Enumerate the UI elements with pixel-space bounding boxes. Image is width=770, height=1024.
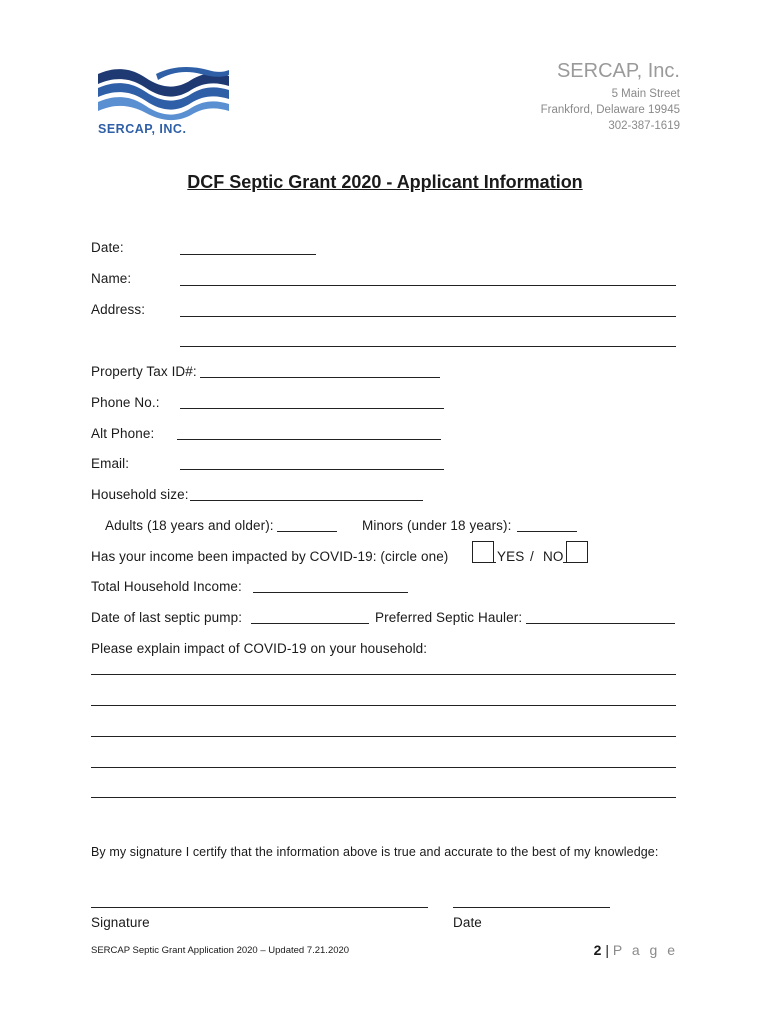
explain-line-1[interactable] (91, 674, 676, 675)
phone-field[interactable] (180, 408, 444, 409)
email-field[interactable] (180, 469, 444, 470)
page-indicator (594, 942, 678, 958)
wave-logo-icon (96, 66, 231, 121)
name-label: Name: (91, 271, 132, 286)
address-field-line-2[interactable] (180, 346, 676, 347)
org-phone: 302-387-1619 (608, 120, 680, 132)
signature-field[interactable] (91, 907, 428, 908)
address-label: Address: (91, 302, 146, 317)
household-size-field[interactable] (190, 500, 423, 501)
yes-label: YES (497, 549, 525, 564)
adults-label: Adults (18 years and older): (105, 518, 274, 533)
last-pump-field[interactable] (251, 623, 369, 624)
hauler-field[interactable] (526, 623, 675, 624)
org-name: SERCAP, Inc. (556, 60, 680, 82)
minors-field[interactable] (517, 531, 577, 532)
page-word: P a g e (612, 942, 678, 958)
household-size-label: Household size: (91, 487, 189, 502)
adults-field[interactable] (277, 531, 337, 532)
signature-label: Signature (91, 915, 150, 930)
page-number: 2 (593, 942, 602, 958)
yes-underline (472, 562, 496, 563)
explain-line-4[interactable] (91, 767, 676, 768)
alt-phone-field[interactable] (177, 439, 441, 440)
name-field[interactable] (180, 285, 676, 286)
signature-date-field[interactable] (453, 907, 610, 908)
minors-label: Minors (under 18 years): (362, 518, 512, 533)
logo-text: SERCAP, INC. (98, 122, 187, 136)
date-label: Date: (91, 240, 124, 255)
income-question-label: Has your income been impacted by COVID-19: (circle one) (91, 549, 449, 564)
page-title-text: DCF Septic Grant 2020 - Applicant Information (187, 172, 583, 192)
no-underline (563, 562, 587, 563)
no-checkbox[interactable] (566, 541, 588, 563)
alt-phone-label: Alt Phone: (91, 426, 155, 441)
page-title (0, 172, 770, 193)
date-field[interactable] (180, 254, 316, 255)
yes-checkbox[interactable] (472, 541, 494, 563)
last-pump-label: Date of last septic pump: (91, 610, 243, 625)
phone-label: Phone No.: (91, 395, 160, 410)
certification-text: By my signature I certify that the information above is true and accurate to the best of my knowledge: (91, 845, 659, 859)
footer-text: SERCAP Septic Grant Application 2020 – Updated 7.21.2020 (91, 945, 350, 956)
org-city: Frankford, Delaware 19945 (540, 104, 680, 116)
org-street: 5 Main Street (611, 88, 680, 100)
total-income-label: Total Household Income: (91, 579, 242, 594)
tax-id-label: Property Tax ID#: (91, 364, 197, 379)
explain-line-3[interactable] (91, 736, 676, 737)
explain-label: Please explain impact of COVID-19 on your household: (91, 641, 428, 656)
yes-no-separator: / (530, 549, 534, 564)
hauler-label: Preferred Septic Hauler: (375, 610, 523, 625)
address-field-line-1[interactable] (180, 316, 676, 317)
explain-line-2[interactable] (91, 705, 676, 706)
page-separator: | (605, 942, 609, 958)
signature-date-label: Date (453, 915, 482, 930)
email-label: Email: (91, 456, 130, 471)
tax-id-field[interactable] (200, 377, 440, 378)
no-label: NO (543, 549, 564, 564)
total-income-field[interactable] (253, 592, 408, 593)
sercap-logo (96, 66, 231, 141)
explain-line-5[interactable] (91, 797, 676, 798)
